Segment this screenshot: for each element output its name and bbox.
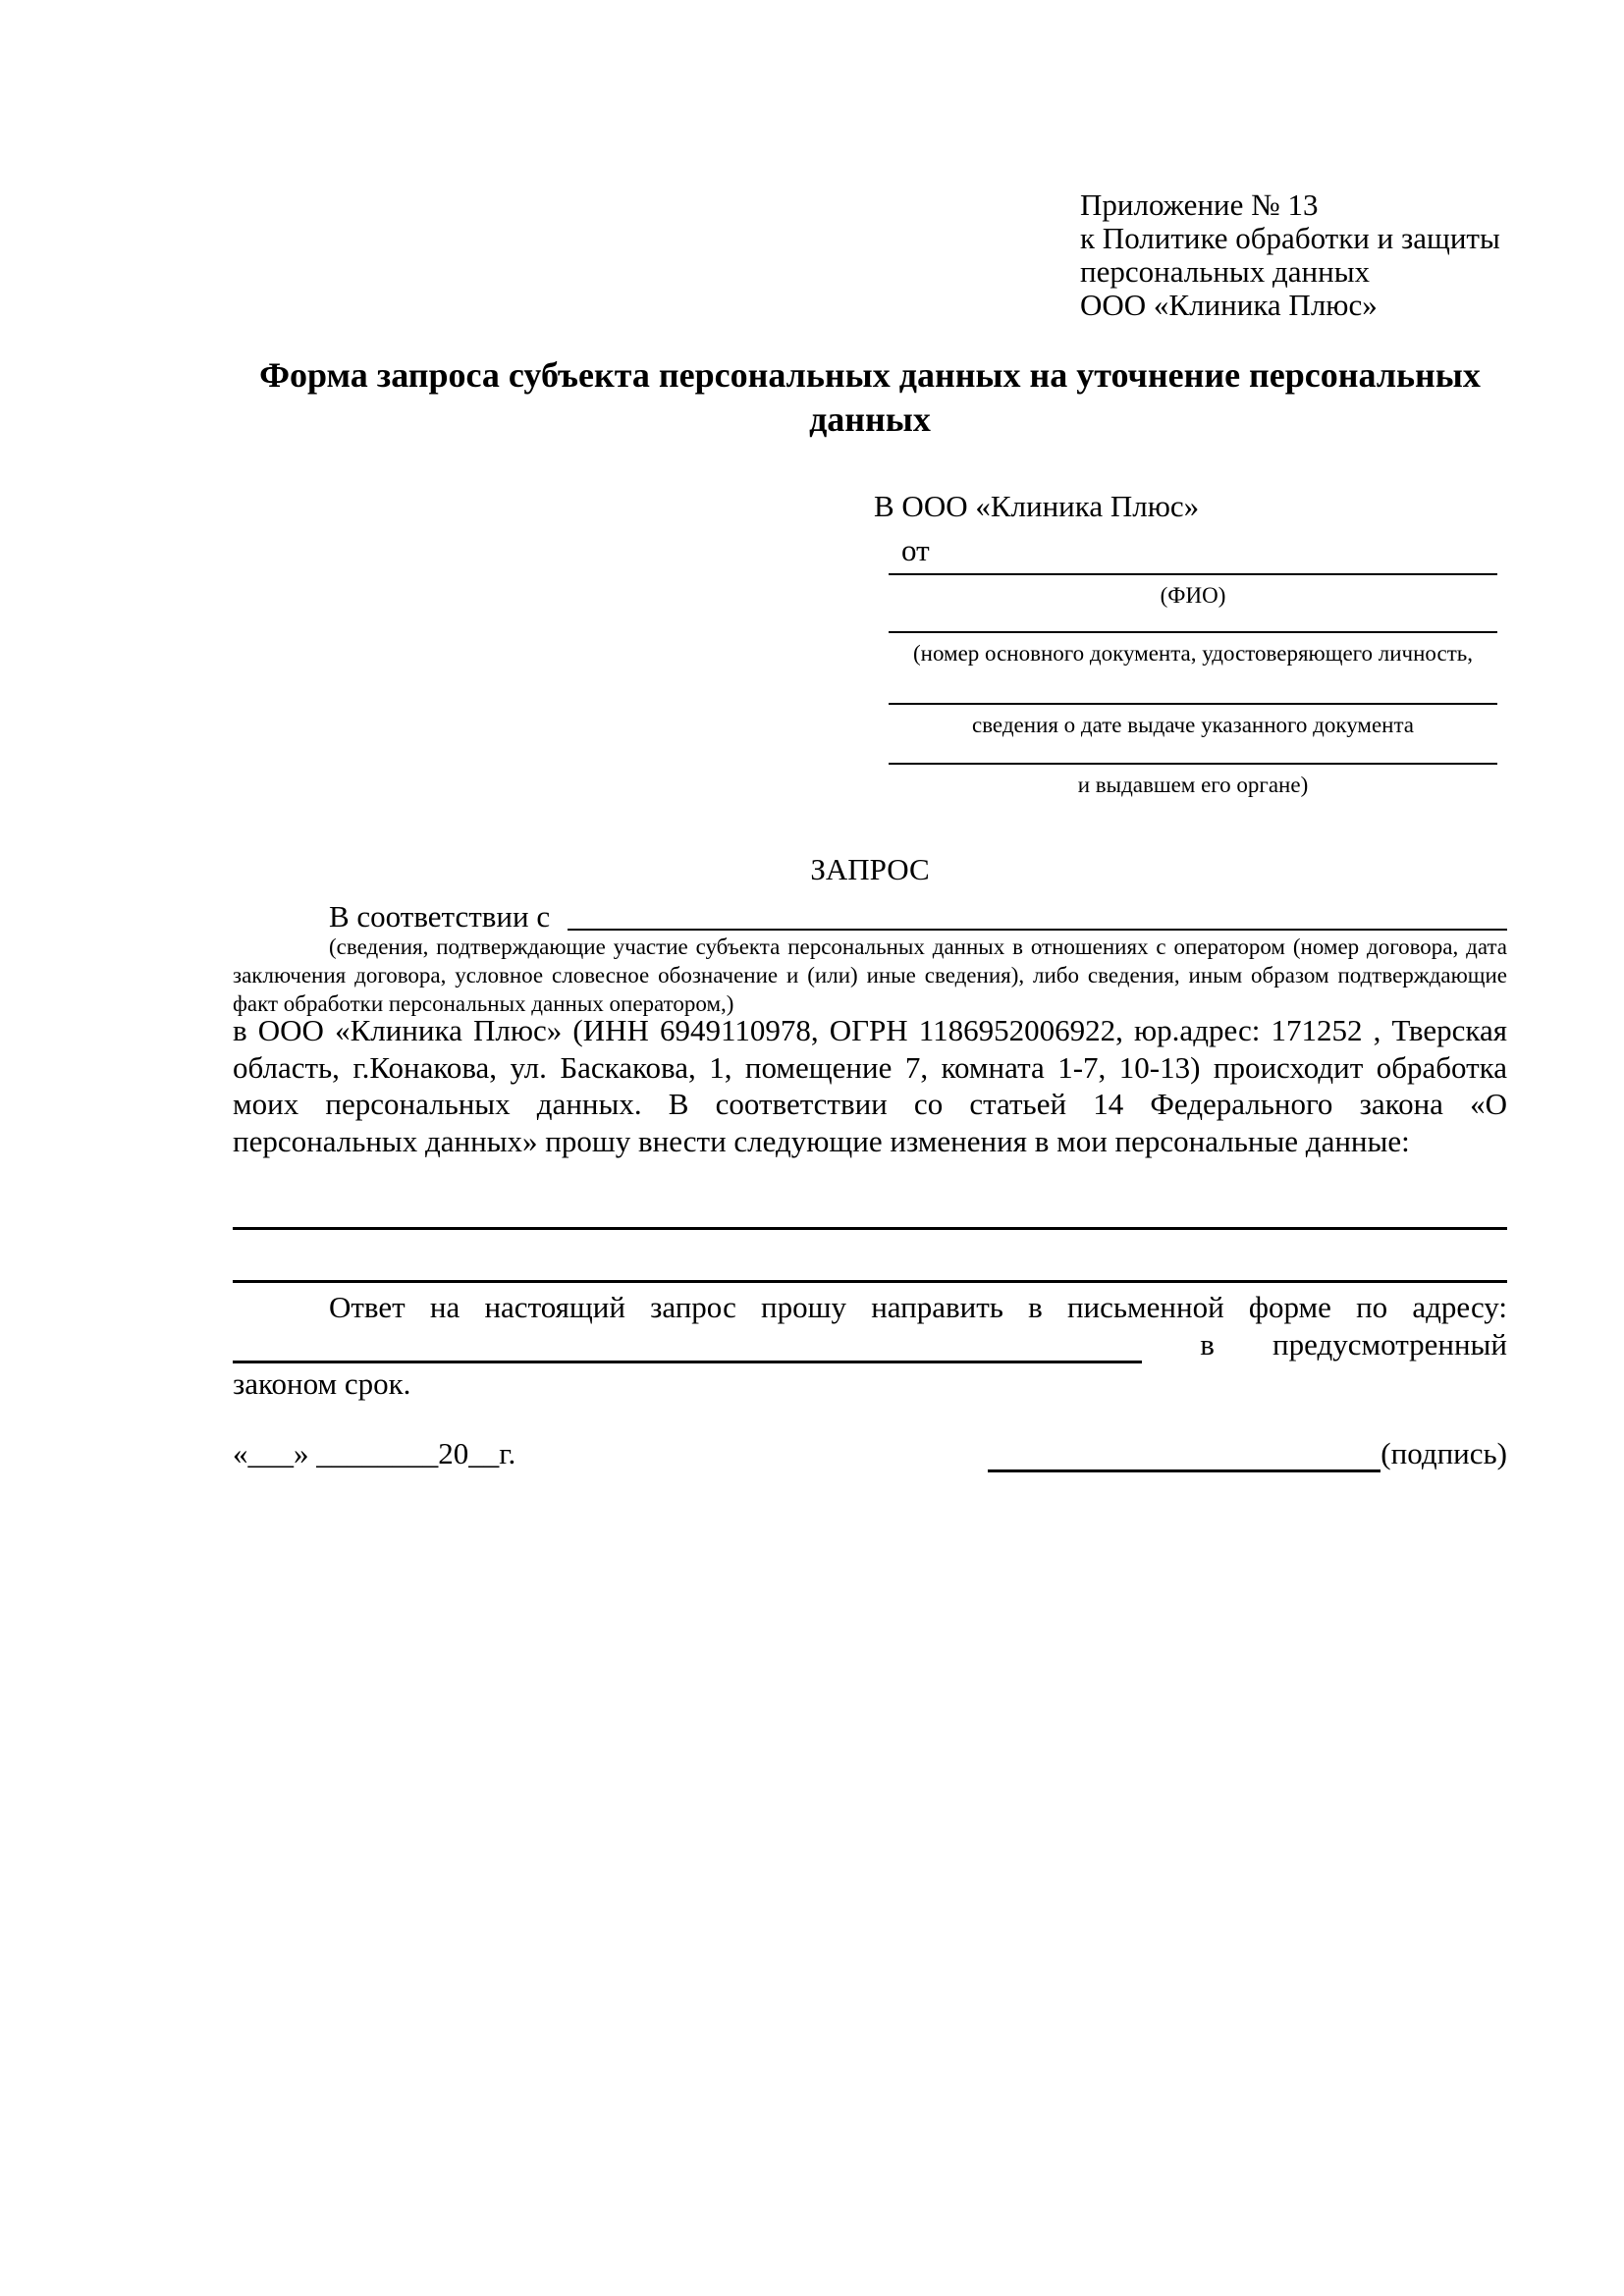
answer-tail-word2: предусмотренный (1272, 1327, 1507, 1362)
doc-issuer-blank-line[interactable] (889, 739, 1497, 765)
doc-number-field (889, 610, 1497, 667)
answer-address-blank-line[interactable] (233, 1334, 1142, 1363)
appendix-line-pd: персональных данных (1080, 254, 1371, 289)
request-body-paragraph: в ООО «Клиника Плюс» (ИНН 6949110978, ОГРН 1186952006922, юр.адрес: 171252 , Тверская область, г.Конакова, ул. Баскакова, 1, помещение 7, комната 1-7, 10-13) происходит обработка моих персональных данных. В соответствии со статьей 14 Федерального закона «О персональных данных» прошу внести следующие изменения в мои персональные данные: (233, 1013, 1507, 1158)
changes-blank-line-1[interactable] (233, 1227, 1507, 1230)
doc-number-caption: (номер основного документа, удостоверяющего личность, (912, 641, 1473, 666)
signature-caption: (подпись) (1380, 1436, 1507, 1470)
doc-number-blank-line[interactable] (889, 610, 1497, 633)
answer-request-text: Ответ на настоящий запрос прошу направить в письменной форме по адресу: (329, 1290, 1507, 1324)
addressee-to: В ООО «Клиника Плюс» (874, 489, 1200, 523)
doc-issuer-field (889, 739, 1497, 799)
doc-issue-date-blank-line[interactable] (889, 667, 1497, 705)
signature-blank-line[interactable] (988, 1443, 1380, 1472)
fio-field (889, 569, 1497, 610)
appendix-line-policy: к Политике обработки и защиты (1080, 221, 1500, 255)
basis-note: (сведения, подтверждающие участие субъекта персональных данных в отношениях с оператором (номер договора, дата заключения договора, условное словесное обозначение и (или) иные сведения), либо сведения, иным образом подтверждающие факт обработки персональных данных оператором,) (233, 934, 1507, 1016)
appendix-line-org: ООО «Клиника Плюс» (1080, 288, 1378, 322)
signature-group (988, 1435, 1507, 1472)
doc-issue-date-caption: сведения о дате выдаче указанного документа (971, 713, 1415, 737)
answer-address-row (233, 1326, 1507, 1363)
changes-blank-line-2[interactable] (233, 1280, 1507, 1283)
request-heading: ЗАПРОС (810, 852, 930, 886)
answer-tail-end: законом срок. (233, 1366, 411, 1401)
answer-tail-word1: в (1200, 1327, 1215, 1362)
fio-caption: (ФИО) (1160, 583, 1226, 608)
appendix-line-number: Приложение № 13 (1080, 187, 1319, 222)
doc-issue-date-field (889, 667, 1497, 739)
date-signature-row (233, 1435, 1507, 1472)
doc-issuer-caption: и выдавшем его органе) (1077, 773, 1309, 797)
basis-row (233, 898, 1507, 935)
addressee-from-label: от (901, 533, 930, 567)
document-title: Форма запроса субъекта персональных данных на уточнение персональных данных (259, 355, 1481, 439)
addressee-block (874, 488, 1507, 799)
basis-blank-line[interactable] (568, 898, 1507, 931)
appendix-block (1080, 188, 1522, 322)
basis-prefix: В соответствии с (329, 899, 558, 934)
date-blank[interactable]: «___» ________20__г. (233, 1436, 516, 1470)
